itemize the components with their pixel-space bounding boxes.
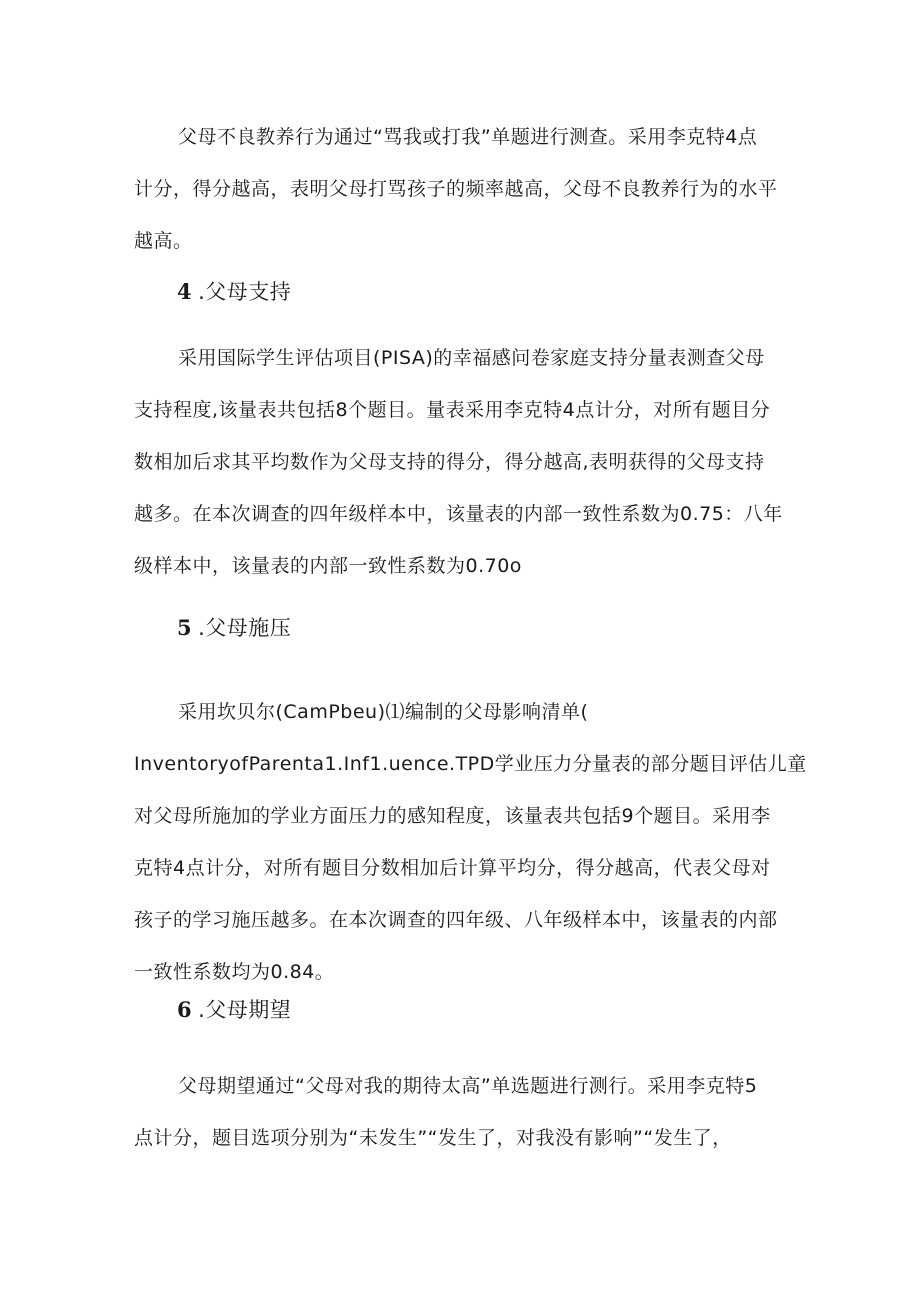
text-line: 对父母所施加的学业方面压力的感知程度，该量表共包括9个题目。采用李: [134, 805, 771, 827]
text-line: 孩子的学习施压越多。在本次调查的四年级、八年级样本中，该量表的内部: [134, 909, 778, 931]
text-line: 克特4点计分，对所有题目分数相加后计算平均分，得分越高，代表父母对: [134, 857, 771, 879]
text-line: 父母期望通过“父母对我的期待太高”单选题进行测行。采用李克特5: [178, 1075, 758, 1097]
section-heading-parental-expectation: [177, 995, 291, 1025]
text-line: InventoryofParenta1.Inf1.uence.TPD学业压力分量表的部分题目评估儿童: [134, 753, 807, 775]
paragraph-parental-pressure: [134, 686, 807, 998]
section-title: .父母施压: [198, 616, 292, 640]
text-line: 一致性系数均为0.84。: [134, 961, 335, 983]
section-number: 5: [177, 615, 193, 640]
section-title: .父母支持: [198, 280, 292, 304]
text-line: 点计分，题目选项分别为“未发生”“发生了，对我没有影响”“发生了，: [134, 1127, 732, 1149]
text-line: 支持程度,该量表共包括8个题目。量表采用李克特4点计分，对所有题目分: [134, 399, 771, 421]
text-line: 级样本中，该量表的内部一致性系数为0.70o: [134, 555, 522, 577]
text-line: 越多。在本次调查的四年级样本中，该量表的内部一致性系数为0.75：八年: [134, 503, 783, 525]
text-line: 计分，得分越高，表明父母打骂孩子的频率越高，父母不良教养行为的水平: [134, 178, 778, 200]
section-heading-parental-pressure: [177, 613, 291, 643]
text-line: 数相加后求其平均数作为父母支持的得分，得分越高,表明获得的父母支持: [134, 451, 765, 473]
paragraph-parental-support: [134, 332, 794, 592]
section-heading-parental-support: [177, 277, 291, 307]
section-title: .父母期望: [198, 998, 292, 1022]
paragraph-bad-parenting: [134, 111, 794, 267]
text-line: 采用坎贝尔(CamPbeu)⑴编制的父母影响清单(: [178, 701, 589, 723]
text-line: 父母不良教养行为通过“骂我或打我”单题进行测查。采用李克特4点: [178, 126, 758, 148]
text-line: 越高。: [134, 230, 193, 252]
section-number: 4: [177, 279, 193, 304]
text-line: 采用国际学生评估项目(PISA)的幸福感问卷家庭支持分量表测查父母: [178, 347, 765, 369]
paragraph-parental-expectation: [134, 1060, 794, 1164]
section-number: 6: [177, 997, 193, 1022]
